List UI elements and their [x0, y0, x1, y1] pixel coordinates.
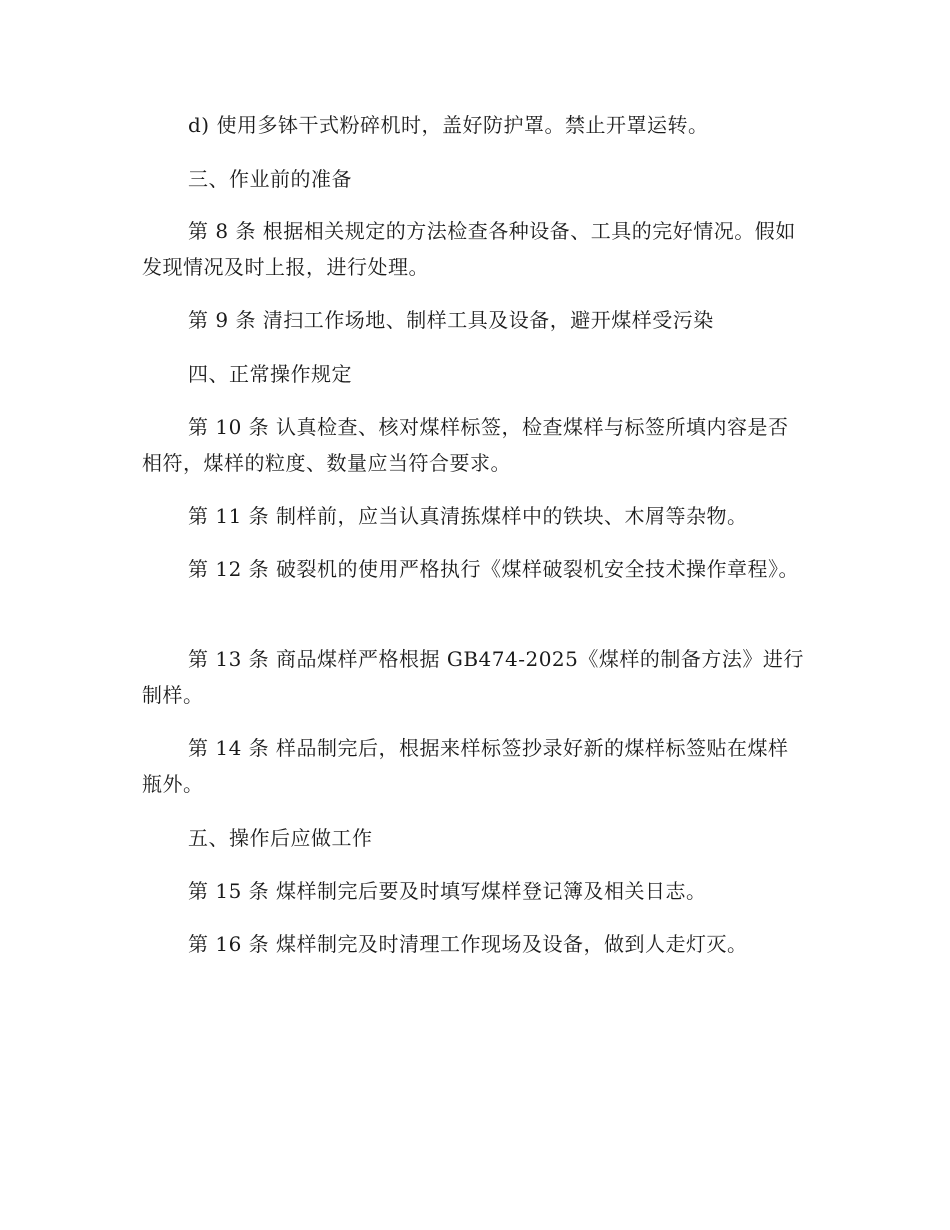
article-16: 第 16 条 煤样制完及时清理工作现场及设备，做到人走灯灭。 [188, 932, 748, 956]
section-heading-normal-operation: 四、正常操作规定 [188, 362, 352, 386]
section-heading-after-operation: 五、操作后应做工作 [188, 826, 373, 850]
section-heading-preparation: 三、作业前的准备 [188, 167, 352, 191]
article-12: 第 12 条 破裂机的使用严格执行《煤样破裂机安全技术操作章程》。 [188, 557, 800, 581]
article-10: 第 10 条 认真检查、核对煤样标签，检查煤样与标签所填内容是否相符，煤样的粒度、数量应当符合要求。 [142, 415, 789, 475]
article-14: 第 14 条 样品制完后，根据来样标签抄录好新的煤样标签贴在煤样瓶外。 [142, 736, 789, 796]
article-11: 第 11 条 制样前，应当认真清拣煤样中的铁块、木屑等杂物。 [188, 504, 748, 528]
article-8: 第 8 条 根据相关规定的方法检查各种设备、工具的完好情况。假如发现情况及时上报，进行处理。 [142, 219, 796, 279]
article-9: 第 9 条 清扫工作场地、制样工具及设备，避开煤样受污染 [188, 308, 714, 332]
article-15: 第 15 条 煤样制完后要及时填写煤样登记簿及相关日志。 [188, 879, 707, 903]
article-13: 第 13 条 商品煤样严格根据 GB474-2025《煤样的制备方法》进行制样。 [142, 647, 804, 707]
paragraph-item-d: d) 使用多钵干式粉碎机时，盖好防护罩。禁止开罩运转。 [188, 113, 709, 137]
